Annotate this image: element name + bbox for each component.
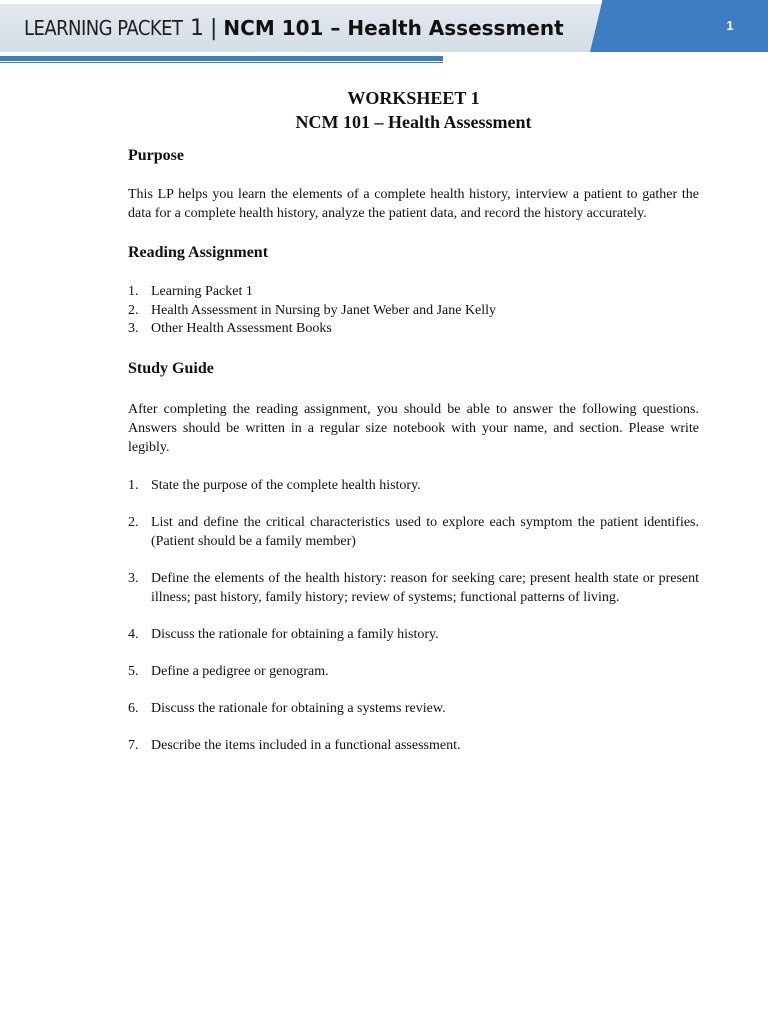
list-item — [128, 283, 699, 302]
question-item — [128, 625, 699, 644]
question-text: State the purpose of the complete health history. — [151, 477, 421, 493]
worksheet-content — [128, 86, 699, 773]
question-item — [128, 736, 699, 755]
question-text: Discuss the rationale for obtaining a family history. — [151, 626, 439, 642]
header-title — [24, 16, 564, 50]
page-header — [0, 0, 768, 66]
question-item — [128, 662, 699, 681]
question-number: 2. — [128, 514, 139, 530]
question-text: Discuss the rationale for obtaining a systems review. — [151, 700, 446, 716]
packet-label: LEARNING PACKET — [24, 16, 183, 40]
list-item-text: Other Health Assessment Books — [151, 321, 332, 336]
question-number: 7. — [128, 737, 139, 753]
study-guide-intro: After completing the reading assignment, you should be able to answer the following questions. Answers should be written in a regular size notebook with your name, and section. Please write legibly. — [128, 401, 699, 455]
page-number: 1 — [726, 18, 734, 33]
purpose-heading: Purpose — [128, 147, 184, 164]
packet-number: 1 — [190, 16, 204, 41]
question-item — [128, 569, 699, 607]
header-underline-thin — [0, 62, 443, 63]
reading-list — [128, 283, 699, 339]
question-text: Define a pedigree or genogram. — [151, 663, 329, 679]
list-item — [128, 320, 699, 339]
question-text: Define the elements of the health history: reason for seeking care; present health state or present illness; past history, family history; review of systems; functional patterns of living. — [151, 570, 699, 605]
list-item-number: 1. — [128, 284, 139, 299]
worksheet-title: WORKSHEET 1 — [347, 88, 480, 108]
list-item-text: Health Assessment in Nursing by Janet Weber and Jane Kelly — [151, 302, 497, 318]
header-underline — [0, 56, 443, 61]
list-item-text: Learning Packet 1 — [151, 284, 253, 299]
question-number: 1. — [128, 477, 139, 493]
list-item-number: 2. — [128, 302, 139, 318]
purpose-text: This LP helps you learn the elements of a complete health history, interview a patient to gather the data for a complete health history, analyze the patient data, and record the history accurately. — [128, 187, 699, 221]
question-number: 4. — [128, 626, 139, 642]
header-separator: | — [210, 16, 218, 41]
question-item — [128, 699, 699, 718]
study-questions — [128, 476, 699, 755]
question-text: List and define the critical characteristics used to explore each symptom the patient identifies. (Patient should be a family member) — [151, 514, 699, 549]
study-guide-heading: Study Guide — [128, 359, 214, 377]
course-title: NCM 101 – Health Assessment — [223, 16, 564, 40]
question-number: 5. — [128, 663, 139, 679]
list-item — [128, 302, 699, 321]
question-item — [128, 476, 699, 495]
worksheet-subtitle: NCM 101 – Health Assessment — [295, 112, 532, 132]
reading-assignment-heading: Reading Assignment — [128, 244, 269, 261]
question-item — [128, 513, 699, 551]
question-text: Describe the items included in a functional assessment. — [151, 737, 461, 753]
question-number: 6. — [128, 700, 139, 716]
list-item-number: 3. — [128, 321, 139, 336]
question-number: 3. — [128, 570, 139, 586]
